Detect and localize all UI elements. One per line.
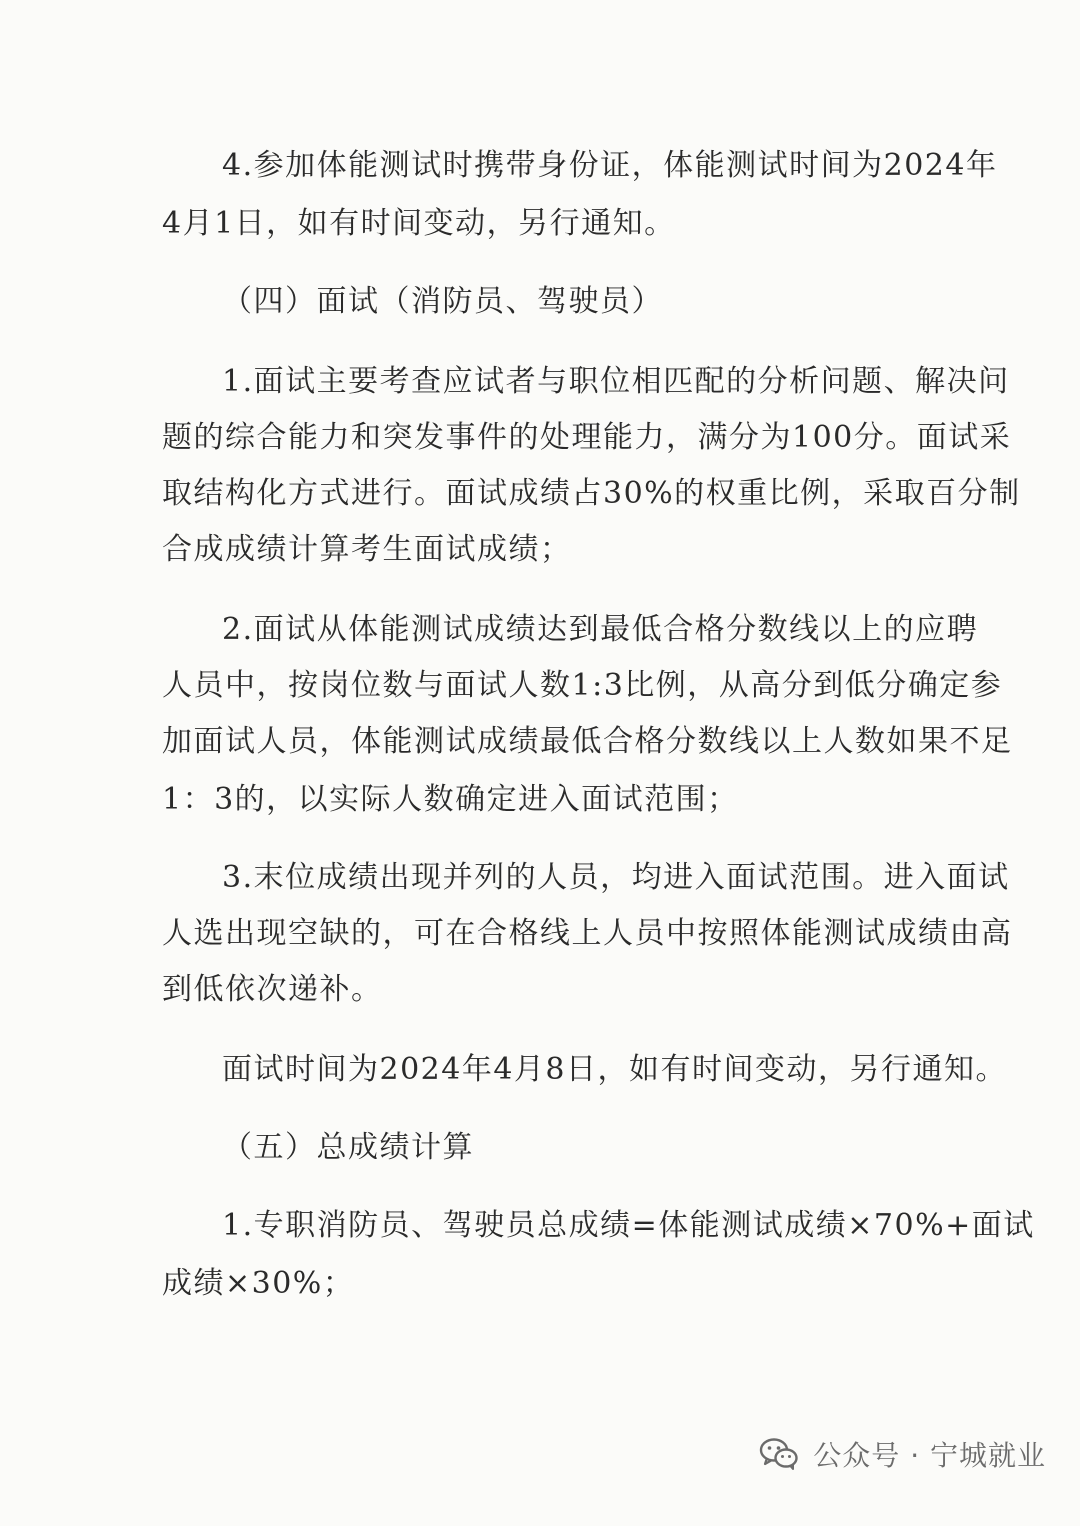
wechat-icon bbox=[759, 1437, 799, 1471]
paragraph-line: 4.参加体能测试时携带身份证，体能测试时间为2024年 bbox=[222, 148, 998, 183]
paragraph-line: 合成成绩计算考生面试成绩； bbox=[162, 532, 572, 567]
paragraph-line: 成绩×30%； bbox=[162, 1266, 355, 1301]
paragraph-line: 题的综合能力和突发事件的处理能力，满分为100分。面试采 bbox=[162, 420, 1012, 455]
wechat-watermark bbox=[759, 1432, 1046, 1476]
watermark-text: 公众号 · 宁城就业 bbox=[813, 1439, 1046, 1472]
section-heading: （五）总成绩计算 bbox=[222, 1130, 474, 1165]
section-heading: （四）面试（消防员、驾驶员） bbox=[222, 284, 663, 319]
paragraph-line: 面试时间为2024年4月8日，如有时间变动，另行通知。 bbox=[222, 1052, 1008, 1087]
paragraph-line: 人选出现空缺的，可在合格线上人员中按照体能测试成绩由高 bbox=[162, 916, 1013, 951]
paragraph-line: 加面试人员，体能测试成绩最低合格分数线以上人数如果不足 bbox=[162, 724, 1013, 759]
paragraph-line: 到低依次递补。 bbox=[162, 972, 383, 1007]
paragraph-line: 2.面试从体能测试成绩达到最低合格分数线以上的应聘 bbox=[222, 612, 979, 647]
paragraph-line: 1.专职消防员、驾驶员总成绩=体能测试成绩×70%+面试 bbox=[222, 1208, 1035, 1243]
paragraph-line: 4月1日，如有时间变动，另行通知。 bbox=[162, 206, 676, 241]
paragraph-line: 1.面试主要考查应试者与职位相匹配的分析问题、解决问 bbox=[222, 364, 1010, 399]
paragraph-line: 取结构化方式进行。面试成绩占30%的权重比例，采取百分制 bbox=[162, 476, 1021, 511]
paragraph-line: 人员中，按岗位数与面试人数1:3比例，从高分到低分确定参 bbox=[162, 668, 1003, 703]
paragraph-line: 1：3的，以实际人数确定进入面试范围； bbox=[162, 782, 739, 817]
paragraph-line: 3.末位成绩出现并列的人员，均进入面试范围。进入面试 bbox=[222, 860, 1010, 895]
